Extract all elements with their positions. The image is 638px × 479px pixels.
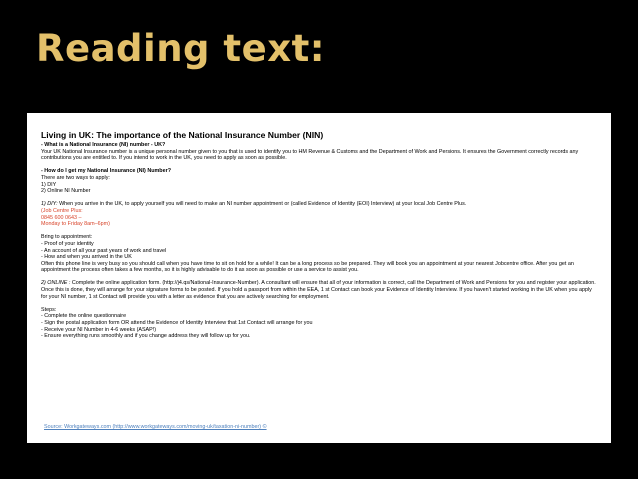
step-receive-number: - Receive your NI Number in 4-6 weeks (ASAP!) [41, 326, 157, 333]
contact-line-1: (Job Centre Plus: [41, 207, 83, 214]
diy-text: When you arrive in the UK, to apply yourself you will need to make an NI number appointment or (called Evidence of Identity (EOI) Interview) at your local Job Centre Plus. [57, 201, 467, 208]
contact-phone: 0845 600 0643 – [41, 214, 82, 221]
way-diy: 1) DIY [41, 181, 57, 188]
source-link[interactable]: Source: Workgateways.com (http://www.workgateways.com/moving-uk/taxation-ni-number) © [44, 424, 267, 430]
article-heading: Living in UK: The importance of the National Insurance Number (NIN) [41, 130, 324, 140]
diy-label: 1) DIY: [41, 201, 58, 208]
bring-item-identity: - Proof of your identity [41, 240, 94, 247]
bring-item-arrival: - How and when you arrived in the UK [41, 254, 132, 261]
step-questionnaire: - Complete the online questionnaire [41, 313, 127, 320]
contact-hours: Monday to Friday 8am–6pm) [41, 221, 110, 228]
online-paragraph [41, 280, 599, 300]
question-how-to-get-ni: - How do I get my National Insurance (NI) Number? [41, 168, 171, 175]
bring-note: Often this phone line is very busy so you should call when you have time to sit on hold for a while! It can be a long process so be prepared. They will book you an appointment at your nearest Jobcentre office. After you get an appointment the process often takes a few months, so it is highly advisable to do it as soon as possible or use a service to assist you. [41, 260, 574, 274]
ways-intro: There are two ways to apply: [41, 174, 110, 181]
step-sign-form: - Sign the postal application form OR attend the Evidence of Identity Interview that 1st Contact will arrange for you [41, 320, 313, 327]
slide-title: Reading text: [36, 27, 326, 70]
online-label: 2) ONLINE : [41, 280, 71, 287]
question-what-is-ni: - What is a National Insurance (NI) number - UK? [41, 142, 166, 148]
steps-heading: Steps: [41, 306, 57, 313]
bring-item-work-travel: - An account of all your past years of work and travel [41, 247, 167, 254]
online-text: Complete the online application form. (http://j4.qs/National-Insurance-Number). A consultant will ensure that all of your information is correct, call the Department of Work and Persions for you and register your application. Once this is done, they will arrange for your signature forms to be posted. If you hold a passport from within the EEA, 1 st Contact can book your Evidence of Identity Interview. If you haven't started working in the UK when you apply for your NI number, 1 st Contact will provide you with a letter as evidence that you are actively searching for employment. [41, 280, 596, 300]
reading-text-panel [27, 113, 611, 443]
paragraph-ni-definition: Your UK National Insurance number is a unique personal number given to you that is used to identify you to HM Revenue & Customs and the Department of Work and Persions. It ensures the Government correctly records any contributions you are entitled to. If you intend to work in the UK, you need to apply as soon as possible. [41, 148, 579, 162]
way-online: 2) Online NI Number [41, 188, 91, 195]
diy-paragraph [41, 201, 599, 208]
step-follow-up: - Ensure everything runs smoothly and if you change address they will follow up for you. [41, 333, 251, 340]
bring-heading: Bring to appointment: [41, 234, 93, 241]
